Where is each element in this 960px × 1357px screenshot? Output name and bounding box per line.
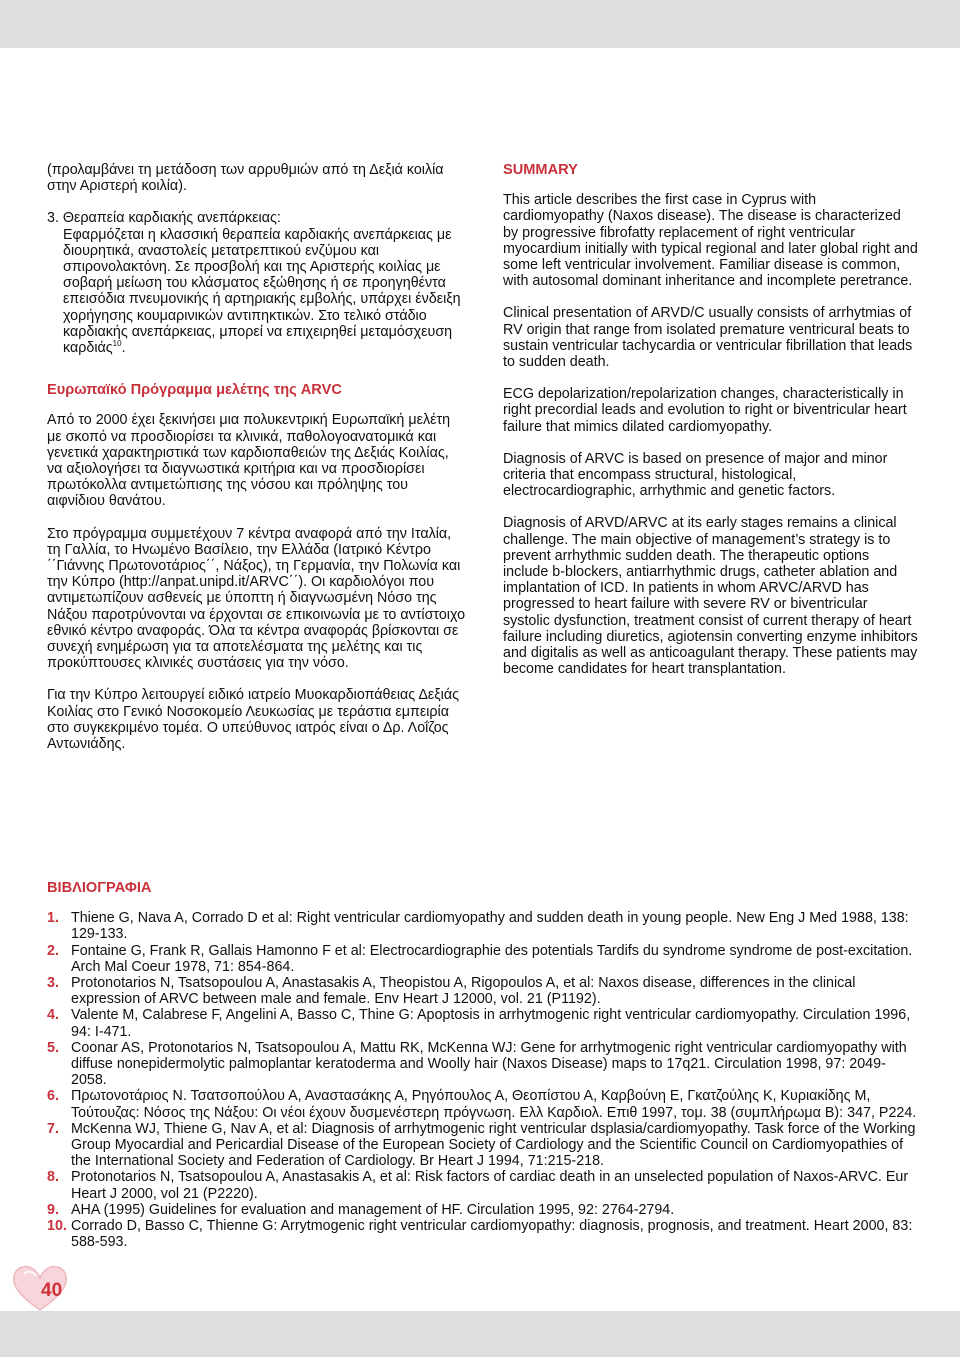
right-column bbox=[503, 162, 918, 677]
reference-number: 1. bbox=[47, 910, 59, 927]
list-item-3-body: Εφαρμόζεται η κλασσική θεραπεία καρδιακής ανεπάρκειας με διουρητικά, αναστολείς μετατρεπτικού ενζύμου και σπιρονολακτόνη. Σε προσβολή και της Αριστερής κοιλίας με σοβαρή μείωση του κλάσματος εξώθησης ή σε προηγηθέντα επεισόδια πνευμονικής ή αρτηριακής εμβολής, υπάρχει ένδειξη χορήγησης κουμαρινικών αντιπηκτικών. Στο τελικό στάδιο καρδιακής ανεπάρκειας, μπορεί να επιχειρηθεί μεταμόσχευση καρδιάς$^{10}$. bbox=[63, 226, 461, 357]
reference-number: 9. bbox=[47, 1201, 59, 1218]
reference-text: Valente M, Calabrese F, Angelini A, Basso C, Thine G: Apoptosis in arrhytmogenic right ventricular cardiomyopathy. Circulation 1996, 94: I-471. bbox=[71, 1007, 911, 1040]
paragraph-program-intro: Από το 2000 έχει ξεκινήσει μια πολυκεντρική Ευρωπαϊκή μελέτη με σκοπό να προσδιορίσει τα κλινικά, παθολογοανατομικά και γενετικά χαρακτηριστικά των καρδιοπαθειών της Δεξιάς Κοιλίας, να αξιολογήσει τα διαγνωστικά κριτήρια και να προσδιορίσει πρωτόκολλα αντιμετώπισης της νόσου και πρόληψης του αιφνίδιου θανάτου. bbox=[47, 412, 451, 510]
reference-item bbox=[47, 1040, 917, 1089]
reference-item bbox=[47, 1007, 917, 1039]
references-section bbox=[47, 880, 917, 1250]
reference-item bbox=[47, 1169, 917, 1201]
paragraph-program-centers: Στο πρόγραμμα συμμετέχουν 7 κέντρα αναφορά από την Ιταλία, τη Γαλλία, το Ηνωμένο Βασίλειο, την Ελλάδα (Ιατρικό Κέντρο ΄΄Γιάννης Πρωτονοτάριος΄΄, Νάξος), τη Γερμανία, την Πολωνία και την Κύπρο (http://anpat.unipd.it/ARVC΄΄). Οι καρδιολόγοι που αντιμετωπίζουν ασθενείς με ύποπτη ή διαγνωσμένη Νόσο της Νάξου παροτρύνονται να έρχονται σε επικοινωνία με το αντίστοιχο εθνικό κέντρο αναφοράς. Όλα τα κέντρα αναφοράς βρίσκονται σε συνεχή ενημέρωση για τα αποτελέσματα της μελέτης και τις προκύπτουσες κλινικές συστάσεις για την νόσο. bbox=[47, 525, 466, 672]
reference-item bbox=[47, 1218, 917, 1250]
reference-text: McKenna WJ, Thiene G, Nav A, et al: Diagnosis of arrhytmogenic right ventricular dsplasia/cardiomyopathy. Task force of the Working Group Myocardial and Pericardial Disease of the European Society of Cardiology and the Scientific Council on Cardiomyopathies of the International Society and Federation of Cardiology. Br Heart J 1994, 71:215-218. bbox=[71, 1120, 916, 1170]
summary-paragraph-5: Diagnosis of ARVD/ARVC at its early stages remains a clinical challenge. The main objective of management’s strategy is to prevent arrhythmic sudden death. The therapeutic options include b-blockers, antiarrhythmic drugs, catheter ablation and implantation of ICD. In patients in whom ARVC/ARVD has progressed to heart failure with severe RV or biventricular systolic dysfunction, treatment consist of current therapy of heart failure including diuretics, agiotensin converting enzyme inhibitors and digitalis as well as anticoagulant therapy. These patients may become candidates for heart transplantation. bbox=[503, 515, 918, 678]
reference-text: AHA (1995) Guidelines for evaluation and management of HF. Circulation 1995, 92: 2764-2794. bbox=[71, 1201, 675, 1218]
reference-number: 7. bbox=[47, 1120, 59, 1137]
paragraph-cyprus-clinic: Για την Κύπρο λειτουργεί ειδικό ιατρείο Μυοκαρδιοπάθειας Δεξιάς Κοιλίας στο Γενικό Νοσοκομείο Λευκωσίας με τεράστια εμπειρία στο συγκεκριμένο τομέα. Ο υπεύθυνος ιατρός είναι ο Δρ. Λοΐζος Αντωνιάδης. bbox=[47, 687, 460, 753]
citation-superscript: 10 bbox=[112, 339, 122, 349]
reference-text: Protonotarios N, Tsatsopoulou A, Anastasakis A, Theopistou A, Rigopoulos A, et al: Naxos disease, differences in the clinical expression of ARVC between male and female. Env Heart J 12000, vol. 21 (P1192). bbox=[71, 975, 856, 1008]
summary-paragraph-4: Diagnosis of ARVC is based on presence of major and minor criteria that encompass structural, histological, electrocardiographic, arrhythmic and genetic factors. bbox=[503, 450, 888, 500]
reference-text: Πρωτονοτάριος Ν. Τσατσοπούλου Α, Αναστασάκης Α, Ρηγόπουλος Α, Θεοπίστου Α, Καρβούνη Ε, Γκατζούλης Κ, Κυριακίδης Μ, Τούτουζας: Νόσος της Νάξου: Οι νέοι έχουν δυσμενέστερη πρόγνωση. Ελλ Καρδιολ. Επιθ 1997, τομ. 38 (συμπλήρωμα Β): 347, Ρ224. bbox=[71, 1088, 917, 1121]
summary-heading: SUMMARY bbox=[503, 162, 578, 178]
reference-number: 3. bbox=[47, 975, 59, 992]
reference-item bbox=[47, 1202, 917, 1218]
reference-item bbox=[47, 910, 917, 942]
reference-text: Thiene G, Nava A, Corrado D et al: Right ventricular cardiomyopathy and sudden death in young people. New Eng J Med 1988, 138: 129-133. bbox=[71, 910, 909, 943]
page-number: 40 bbox=[41, 1280, 63, 1301]
top-band bbox=[0, 0, 960, 48]
reference-text: Corrado D, Basso C, Thienne G: Arrytmogenic right ventricular cardiomyopathy: diagnosis, prognosis, and treatment. Heart 2000, 83: 588-593. bbox=[71, 1218, 913, 1251]
section-heading-european-program: Ευρωπαϊκό Πρόγραμμα μελέτης της ARVC bbox=[47, 382, 342, 399]
reference-text: Fontaine G, Frank R, Gallais Hamonno F et al: Electrocardiographie des potentials Tardifs du syndrome syndrome de post-excitation. Arch Mal Coeur 1978, 71: 854-864. bbox=[71, 942, 913, 975]
bottom-band bbox=[0, 1311, 960, 1357]
reference-number: 5. bbox=[47, 1039, 59, 1056]
references-heading: ΒΙΒΛΙΟΓΡΑΦΙΑ bbox=[47, 880, 152, 896]
reference-number: 10. bbox=[47, 1218, 67, 1235]
reference-number: 4. bbox=[47, 1007, 59, 1024]
reference-item bbox=[47, 943, 917, 975]
references-list bbox=[47, 910, 917, 1250]
reference-item bbox=[47, 1088, 917, 1120]
reference-number: 2. bbox=[47, 942, 59, 959]
left-column bbox=[47, 162, 467, 752]
reference-text: Protonotarios N, Tsatsopoulou A, Anastasakis A, et al: Risk factors of cardiac death in an unselected population of Naxos-ARVC. Eur Heart J 2000, vol 21 (P2220). bbox=[71, 1169, 909, 1202]
reference-number: 6. bbox=[47, 1088, 59, 1105]
summary-paragraph-2: Clinical presentation of ARVD/C usually consists of arrhytmias of RV origin that range from isolated premature ventricural beats to sustain ventricular tachycardia or ventricular fibrillation that leads to sudden death. bbox=[503, 305, 913, 371]
paragraph-prevention: (προλαμβάνει τη μετάδοση των αρρυθμιών από τη Δεξιά κοιλία στην Αριστερή κοιλία). bbox=[47, 162, 444, 195]
reference-item bbox=[47, 975, 917, 1007]
summary-paragraph-1: This article describes the first case in Cyprus with cardiomyopathy (Naxos disease). The disease is characterized by progressive fibrofatty replacement of right ventricular myocardium initially with typical regional and later global right and some left ventricular involvement. Familiar disease is common, with autosomal dominant inheritance and incomplete peretrance. bbox=[503, 192, 918, 290]
reference-item bbox=[47, 1121, 917, 1170]
list-item-3-title: 3. Θεραπεία καρδιακής ανεπάρκειας: bbox=[47, 210, 281, 227]
summary-paragraph-3: ECG depolarization/repolarization changes, characteristically in right precordial leads and evolution to right or biventricular heart failure that mimics dilated cardiomyopathy. bbox=[503, 386, 907, 435]
reference-number: 8. bbox=[47, 1169, 59, 1186]
reference-text: Coonar AS, Protonotarios N, Tsatsopoulou A, Mattu RK, McKenna WJ: Gene for arrhytmogenic right ventricular cardiomyopathy with diffuse nonepidermolytic palmoplantar keratoderma and Woolly hair (Naxos Disease) maps to 17q21. Circulation 1998, 97: 2049-2058. bbox=[71, 1039, 907, 1089]
